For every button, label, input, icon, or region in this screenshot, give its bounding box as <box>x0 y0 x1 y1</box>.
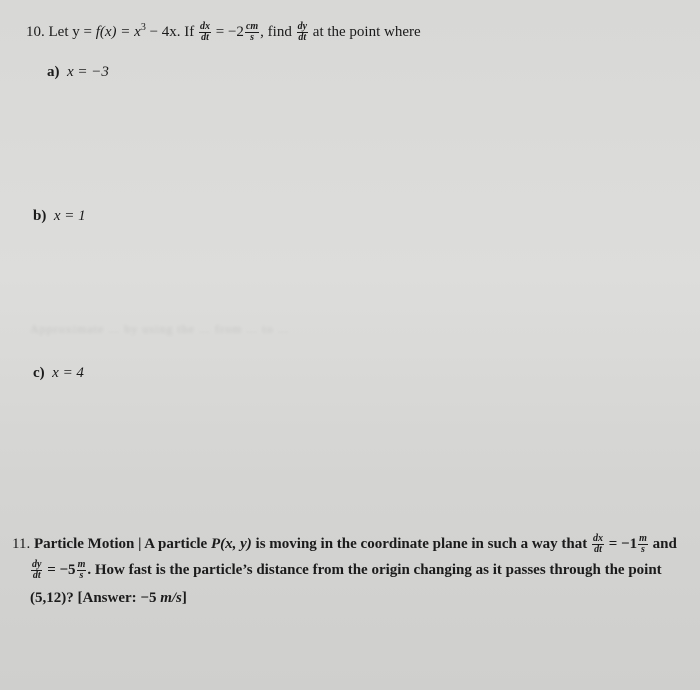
problem-10-func: f(x) = x <box>95 24 141 40</box>
problem-11-text1: is moving in the coordinate plane in such a way that <box>251 535 588 552</box>
problem-11-line-1 <box>12 534 677 555</box>
fraction-denominator: s <box>250 32 254 44</box>
fraction-numerator: m <box>77 559 86 570</box>
part-b-label: b) <box>33 208 47 224</box>
dy-dt-fraction <box>297 22 308 43</box>
cm-s-fraction <box>245 22 259 43</box>
problem-11-number: 11. <box>12 535 31 552</box>
problem-11-eq2: = −5 <box>43 561 76 578</box>
part-a-expr: x = −3 <box>67 64 109 80</box>
fraction-numerator: dx <box>200 21 211 33</box>
problem-11-title: Particle Motion | A particle <box>33 535 211 552</box>
problem-11-line-2 <box>30 560 662 581</box>
problem-10-lead: Let y = <box>48 24 96 40</box>
part-a <box>47 64 109 81</box>
fraction-numerator: cm <box>245 21 259 33</box>
problem-10-find: , find <box>260 24 292 40</box>
fraction-numerator: dy <box>297 21 308 33</box>
problem-10-rest: − 4x. If <box>145 24 195 40</box>
m-s-fraction <box>638 534 648 555</box>
fraction-numerator: dy <box>32 559 42 570</box>
problem-11-close: ] <box>181 590 187 606</box>
problem-11-eq1: = −1 <box>604 535 638 552</box>
bleed-through-text: Approximate ... by using the ... from ... to ... <box>30 322 290 336</box>
fraction-denominator: s <box>641 544 645 555</box>
fraction-denominator: dt <box>32 570 41 581</box>
dx-dt-fraction <box>592 534 604 555</box>
problem-11-func: P(x, y) <box>210 535 252 552</box>
dx-dt-fraction <box>199 22 211 43</box>
problem-10-number: 10. <box>26 24 45 40</box>
part-c-label: c) <box>33 365 45 381</box>
fraction-denominator: dt <box>201 32 209 44</box>
fraction-numerator: dx <box>592 533 603 544</box>
part-c <box>33 365 84 382</box>
problem-10-tail: at the point where <box>309 24 421 40</box>
fraction-denominator: dt <box>594 544 602 555</box>
part-b-expr: x = 1 <box>53 208 86 224</box>
problem-11-units: m/s <box>160 590 182 606</box>
problem-11-text3: (5,12)? [Answer: −5 <box>30 590 161 606</box>
problem-11-line-3 <box>30 590 187 607</box>
fraction-numerator: m <box>639 533 647 544</box>
problem-10-statement <box>26 22 421 43</box>
problem-10-exponent: 3 <box>140 22 146 33</box>
dy-dt-fraction <box>31 560 42 581</box>
problem-10-eq1: = −2 <box>212 24 244 40</box>
m-s-fraction <box>77 560 87 581</box>
problem-11-and: and <box>648 535 677 552</box>
fraction-denominator: dt <box>298 32 307 44</box>
problem-11-text2: . How fast is the particle’s distance from the origin changing as it passes through the point <box>87 561 662 578</box>
part-c-expr: x = 4 <box>52 365 84 381</box>
part-b <box>33 208 86 225</box>
part-a-label: a) <box>47 64 60 80</box>
fraction-denominator: s <box>79 570 84 581</box>
